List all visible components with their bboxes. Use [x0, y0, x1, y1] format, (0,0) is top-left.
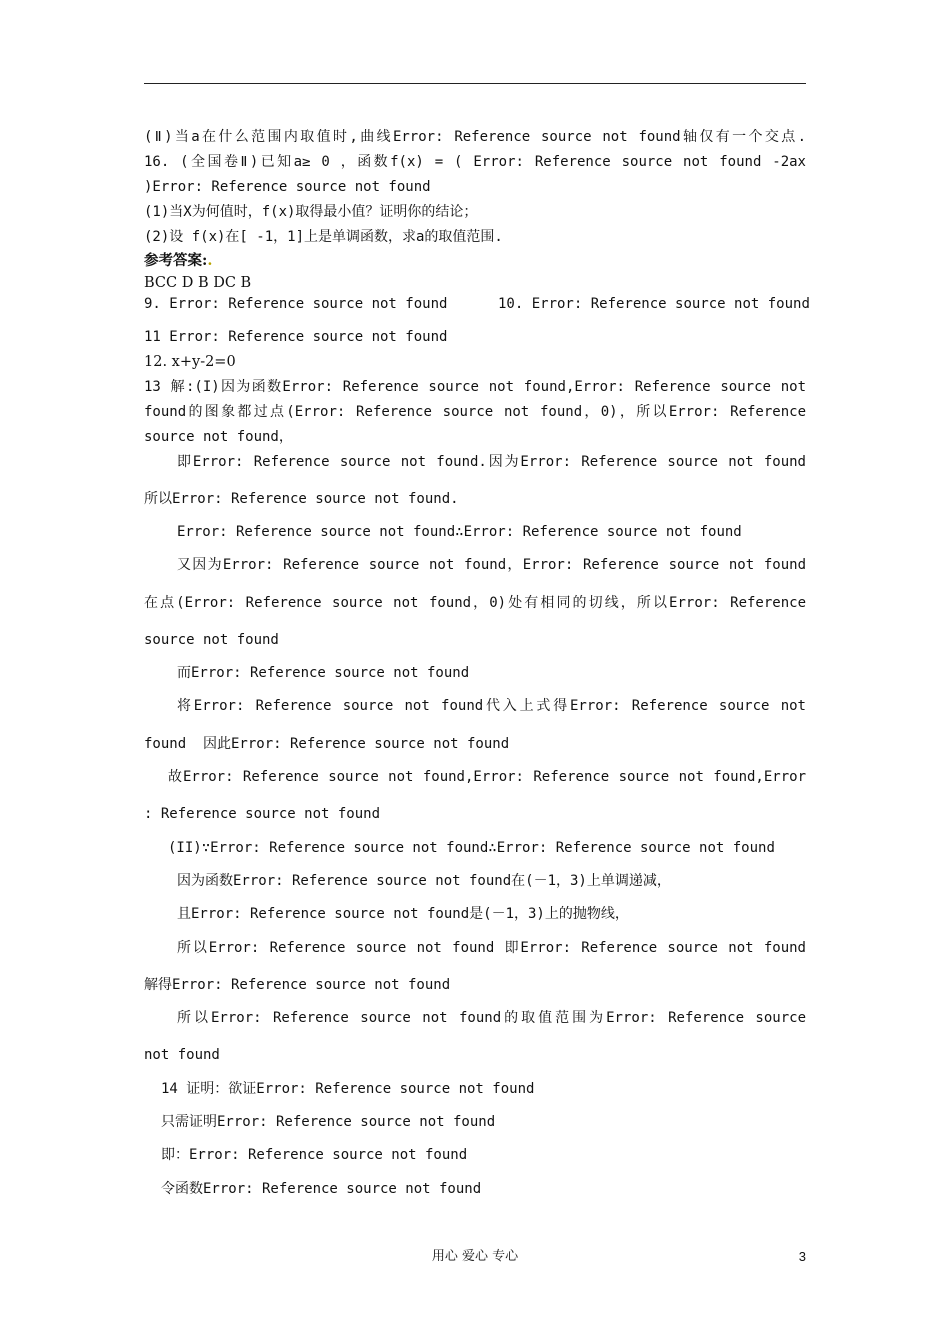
- text-line: 故Error: Reference source not found,Error: Reference source not found,Error: [168, 769, 806, 785]
- text-line: 且Error: Reference source not found是(－1，3)上的抛物线，: [177, 906, 629, 922]
- text-line: 将Error: Reference source not found代入上式得Error: Reference source not: [177, 698, 806, 714]
- text-line: 又因为Error: Reference source not found，Error: Reference source not found: [177, 557, 806, 573]
- text-line: 即：Error: Reference source not found: [161, 1147, 468, 1163]
- text-line: 11 Error: Reference source not found: [144, 329, 448, 345]
- text-line: (II)∵Error: Reference source not found∴Error: Reference source not found: [168, 840, 775, 856]
- text-line: (1)当X为何值时，f(x)取得最小值？证明你的结论；: [144, 204, 478, 220]
- text-line: 9. Error: Reference source not found 10. Error: Reference source not found: [144, 296, 810, 312]
- text-line: found 因此Error: Reference source not found: [144, 736, 510, 752]
- text-line: source not found: [144, 632, 279, 648]
- answer-key: BCC D B DC B: [144, 275, 252, 291]
- text-line: 所以Error: Reference source not found.: [144, 491, 459, 507]
- page-number: 3: [798, 1249, 806, 1264]
- text-line: 13 解:(I)因为函数Error: Reference source not found,Error: Reference source not: [144, 379, 806, 395]
- text-line: : Reference source not found: [144, 806, 381, 822]
- text-line: 所以Error: Reference source not found的取值范围为Error: Reference source: [177, 1010, 806, 1026]
- text-line: )Error: Reference source not found: [144, 179, 431, 195]
- text-line: 即Error: Reference source not found.因为Error: Reference source not found: [177, 454, 806, 470]
- page-footer: 用心 爱心 专心: [431, 1249, 519, 1264]
- text-line: (Ⅱ)当a在什么范围内取值时,曲线Error: Reference source not found轴仅有一个交点.: [144, 129, 806, 145]
- text-line: not found: [144, 1047, 220, 1063]
- text-line: 在点(Error: Reference source not found，0)处有相同的切线，所以Error: Reference: [144, 595, 806, 611]
- text-line: Error: Reference source not found∴Error: Reference source not found: [177, 524, 742, 540]
- text-line: 所以Error: Reference source not found 即Error: Reference source not found: [177, 940, 806, 956]
- text-line: 令函数Error: Reference source not found: [161, 1181, 482, 1197]
- text-line: 而Error: Reference source not found: [177, 665, 470, 681]
- section-heading: 参考答案:.: [144, 252, 213, 269]
- text-line: source not found，: [144, 429, 293, 445]
- text-line: 16. (全国卷Ⅱ)已知a≥ 0 ，函数f(x) = ( Error: Reference source not found -2ax: [144, 154, 806, 170]
- text-line: (2)设 f(x)在[ -1，1]上是单调函数，求a的取值范围.: [144, 229, 503, 245]
- text-line: found的图象都过点(Error: Reference source not found，0)，所以Error: Reference: [144, 404, 806, 420]
- text-line: 14 证明：欲证Error: Reference source not found: [161, 1081, 535, 1097]
- text-line: 因为函数Error: Reference source not found在(－1，3)上单调递减，: [177, 873, 671, 889]
- text-line: 只需证明Error: Reference source not found: [161, 1114, 496, 1130]
- header-rule: [144, 83, 806, 84]
- text-line: 12. x+y-2=0: [144, 354, 236, 370]
- text-line: 解得Error: Reference source not found: [144, 977, 451, 993]
